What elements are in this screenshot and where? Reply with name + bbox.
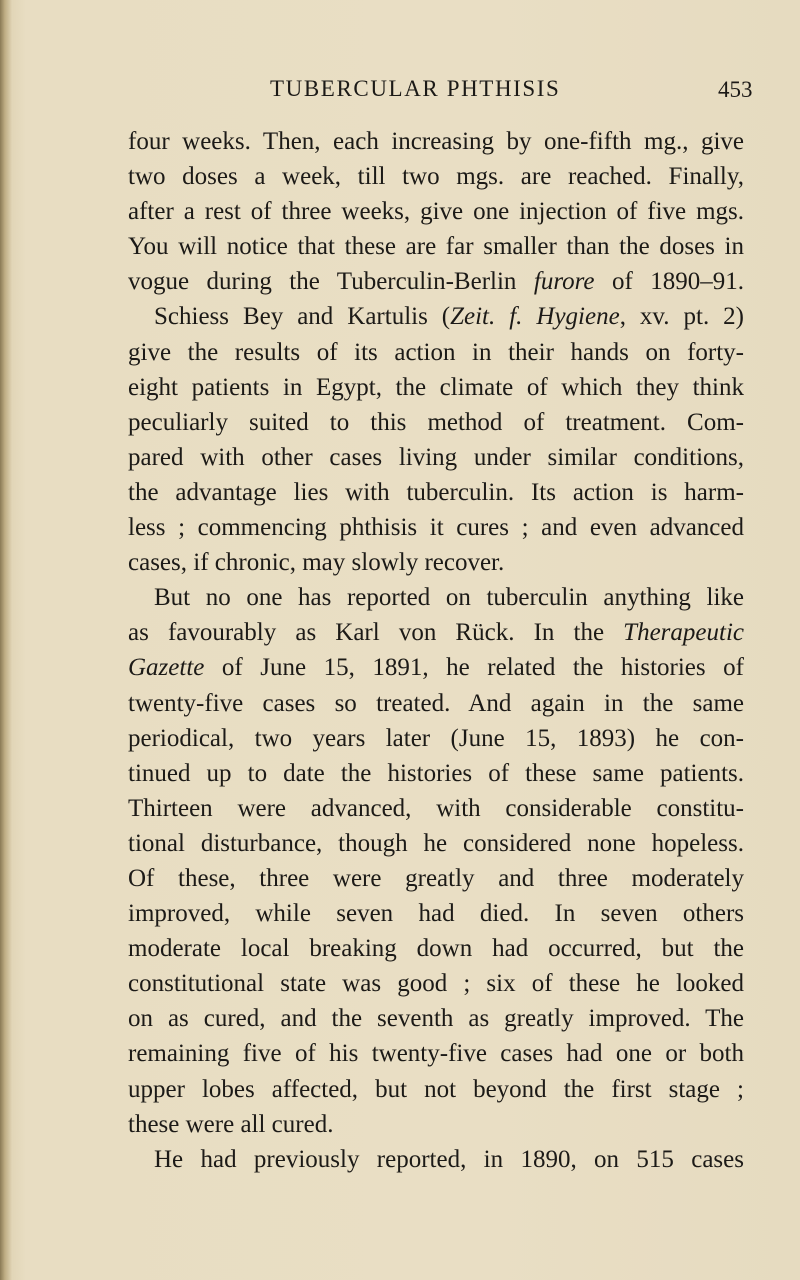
italic-phrase: Zeit. f. Hygiene bbox=[450, 303, 620, 331]
text-line: constitutional state was good ; six of these he looked bbox=[128, 970, 744, 998]
text-line: Of these, three were greatly and three moderately bbox=[128, 864, 744, 892]
text-line: two doses a week, till two mgs. are reached. Finally, bbox=[128, 163, 744, 191]
text-line: the advantage lies with tuberculin. Its action is harm- bbox=[128, 478, 744, 506]
italic-phrase: Gazette bbox=[128, 654, 205, 682]
text-line: on as cured, and the seventh as greatly improved. The bbox=[128, 1005, 744, 1033]
text-line: give the results of its action in their hands on forty- bbox=[128, 338, 744, 366]
text-line: these were all cured. bbox=[128, 1110, 334, 1138]
text-line: Gazette of June 15, 1891, he related the histories of bbox=[128, 654, 744, 682]
text-line: periodical, two years later (June 15, 1893) he con- bbox=[128, 724, 744, 752]
text-line: cases, if chronic, may slowly recover. bbox=[128, 549, 505, 577]
page-number: 453 bbox=[718, 77, 753, 102]
text-line: remaining five of his twenty-five cases had one or both bbox=[128, 1040, 744, 1068]
running-title: TUBERCULAR PHTHISIS bbox=[270, 76, 561, 101]
body-text bbox=[128, 124, 744, 1177]
text-line: twenty-five cases so treated. And again in the same bbox=[128, 689, 744, 717]
text-line: pared with other cases living under similar conditions, bbox=[128, 443, 744, 471]
text-line: four weeks. Then, each increasing by one-fifth mg., give bbox=[128, 128, 744, 155]
text-line: upper lobes affected, but not beyond the first stage ; bbox=[128, 1075, 744, 1103]
text-line: less ; commencing phthisis it cures ; and even advanced bbox=[128, 514, 744, 542]
text-line: He had previously reported, in 1890, on 515 cases bbox=[154, 1145, 744, 1173]
text-line: tional disturbance, though he considered none hopeless. bbox=[128, 829, 744, 857]
text-line: peculiarly suited to this method of treatment. Com- bbox=[128, 408, 744, 436]
text-line: Schiess Bey and Kartulis (Zeit. f. Hygiene, xv. pt. 2) bbox=[154, 303, 744, 331]
text-line: Thirteen were advanced, with considerable constitu- bbox=[128, 794, 744, 822]
text-line: after a rest of three weeks, give one injection of five mgs. bbox=[128, 198, 744, 226]
text-line: as favourably as Karl von Rück. In the Therapeutic bbox=[128, 619, 744, 647]
text-line: tinued up to date the histories of these same patients. bbox=[128, 759, 744, 787]
text-line: moderate local breaking down had occurred, but the bbox=[128, 935, 744, 963]
italic-phrase: furore bbox=[533, 268, 595, 296]
italic-phrase: Therapeutic bbox=[623, 619, 744, 647]
text-line: eight patients in Egypt, the climate of which they think bbox=[128, 373, 744, 401]
text-line: vogue during the Tuberculin-Berlin furore of 1890–91. bbox=[128, 268, 745, 296]
text-line: You will notice that these are far smaller than the doses in bbox=[128, 233, 744, 261]
running-head bbox=[0, 76, 800, 116]
text-line: But no one has reported on tuberculin anything like bbox=[154, 584, 744, 612]
page-binding-edge bbox=[0, 0, 12, 1280]
text-line: improved, while seven had died. In seven others bbox=[128, 900, 744, 928]
